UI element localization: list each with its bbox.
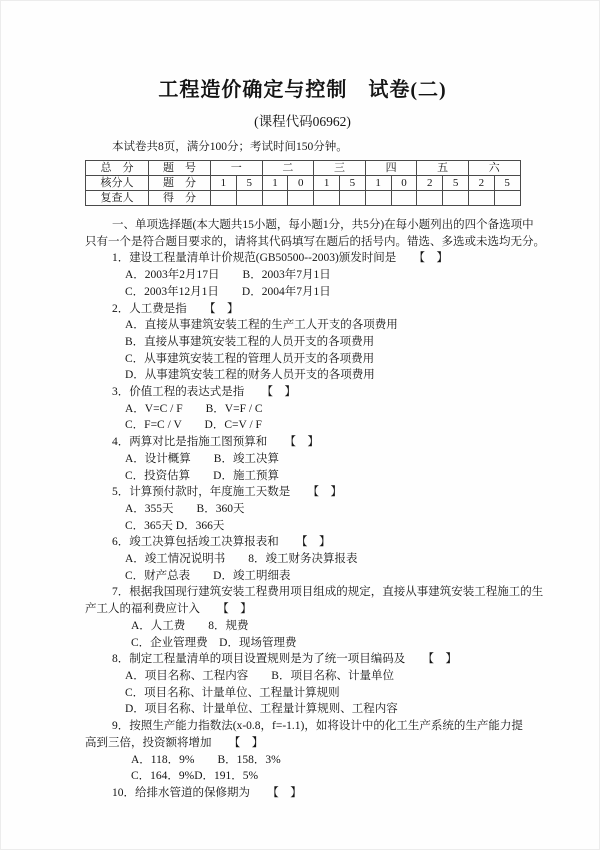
- earned-cell: [443, 191, 469, 206]
- question-options-line: C．365天 D．366天: [125, 519, 225, 532]
- question-options-line: B．直接从事建筑安装工程的人员开支的各项费用: [125, 335, 375, 348]
- earned-cell: [417, 191, 443, 206]
- question-4: [85, 434, 520, 484]
- question-stem: 8．制定工程量清单的项目设置规则是为了统一项目编码及 【 】: [112, 653, 457, 666]
- question-options-line: A．直接从事建筑安装工程的生产工人开支的各项费用: [125, 319, 398, 332]
- section-heading-line: 一、单项选择题(本大题共15小题，每小题1分，共5分)在每小题列出的四个备选项中: [112, 219, 534, 231]
- question-options-line: A．355天 B．360天: [125, 502, 245, 515]
- points-cell: 0: [288, 176, 314, 191]
- question-stem: 4．两算对比是指施工图预算和 【 】: [112, 436, 319, 449]
- col-header-4: 四: [365, 161, 417, 176]
- score-table-header-row: [86, 161, 521, 176]
- score-table: [85, 160, 521, 206]
- question-stem: 1．建设工程量清单计价规范(GB50500--2003)颁发时间是 【 】: [112, 252, 449, 265]
- earned-cell: [288, 191, 314, 206]
- question-options-line: C．164．9%D．191．5%: [131, 770, 259, 783]
- question-8: [85, 651, 520, 718]
- col-header-6: 六: [468, 161, 520, 176]
- question-options-line: A．V=C / F B．V=F / C: [125, 402, 263, 415]
- section-heading: [85, 217, 545, 250]
- question-options-line: D．项目名称、计量单位、工程量计算规则、工程内容: [125, 703, 398, 716]
- question-options-line: C．投资估算 D．施工预算: [125, 469, 279, 482]
- points-cell: 5: [339, 176, 365, 191]
- question-stem: 3．价值工程的表达式是指 【 】: [112, 386, 296, 399]
- points-cell: 2: [468, 176, 494, 191]
- question-number-label: 题 号: [149, 161, 211, 176]
- question-7: [85, 584, 544, 651]
- question-options-line: C．F=C / V D．C=V / F: [125, 419, 262, 432]
- question-2: [85, 301, 520, 385]
- earned-cell: [236, 191, 262, 206]
- question-stem: 10．给排水管道的保修期为 【 】: [112, 786, 302, 799]
- question-options-line: A．项目名称、工程内容 B．项目名称、计量单位: [125, 669, 394, 682]
- points-cell: 5: [236, 176, 262, 191]
- exam-info-line: 本试卷共8页，满分100分；考试时间150分钟。: [112, 141, 348, 153]
- col-header-3: 三: [314, 161, 366, 176]
- col-header-5: 五: [417, 161, 469, 176]
- question-options-line: C．从事建筑安装工程的管理人员开支的各项费用: [125, 352, 375, 365]
- col-header-1: 一: [211, 161, 263, 176]
- earned-label: 得 分: [149, 191, 211, 206]
- question-options-line: C．项目名称、计量单位、工程量计算规则: [125, 686, 340, 699]
- earned-cell: [262, 191, 288, 206]
- points-cell: 1: [314, 176, 340, 191]
- points-cell: 5: [494, 176, 520, 191]
- question-stem: 7．根据我国现行建筑安装工程费用项目组成的规定，直接从事建筑安装工程施工的生: [112, 586, 544, 599]
- question-stem-continuation: 产工人的福利费应计入 【 】: [85, 603, 252, 616]
- points-cell: 1: [262, 176, 288, 191]
- question-5: [85, 484, 520, 534]
- checker-label: 核分人: [86, 176, 149, 191]
- earned-cell: [339, 191, 365, 206]
- question-stem: 2．人工费是指 【 】: [112, 302, 239, 315]
- question-options-line: A．118．9% B．158．3%: [131, 753, 281, 766]
- question-stem: 5．计算预付款时，年度施工天数是 【 】: [112, 486, 342, 499]
- question-options-line: C．企业管理费 D．现场管理费: [131, 636, 297, 649]
- question-options-line: A．竣工情况说明书 8．竣工财务决算报表: [125, 553, 358, 566]
- score-table-earned-row: [86, 191, 521, 206]
- question-options-line: C．财产总表 D．竣工明细表: [125, 569, 291, 582]
- earned-cell: [314, 191, 340, 206]
- earned-cell: [468, 191, 494, 206]
- points-label: 题 分: [149, 176, 211, 191]
- question-10: [85, 785, 520, 802]
- question-1: [85, 250, 520, 300]
- question-options-line: A．设计概算 B．竣工决算: [125, 452, 279, 465]
- points-cell: 1: [365, 176, 391, 191]
- section-heading-line: 只有一个是符合题目要求的，请将其代码填写在题后的括号内。错选、多选或未选均无分。: [85, 235, 545, 248]
- points-cell: 0: [391, 176, 417, 191]
- question-list: [85, 250, 544, 801]
- earned-cell: [391, 191, 417, 206]
- question-options-line: C．2003年12月1日 D．2004年7月1日: [125, 285, 331, 298]
- points-cell: 5: [443, 176, 469, 191]
- earned-cell: [365, 191, 391, 206]
- reviewer-label: 复查人: [86, 191, 149, 206]
- col-header-2: 二: [262, 161, 314, 176]
- question-stem: 6．竣工决算包括竣工决算报表和 【 】: [112, 536, 331, 549]
- question-3: [85, 384, 520, 434]
- earned-cell: [211, 191, 237, 206]
- score-table-points-row: [86, 176, 521, 191]
- question-6: [85, 534, 520, 584]
- question-options-line: D．从事建筑安装工程的财务人员开支的各项费用: [125, 369, 375, 382]
- points-cell: 1: [211, 176, 237, 191]
- question-stem-continuation: 高到三倍，投资额将增加 【 】: [85, 736, 264, 749]
- question-options-line: A．人工费 8．规费: [131, 619, 249, 632]
- points-cell: 2: [417, 176, 443, 191]
- page-title: 工程造价确定与控制 试卷(二): [158, 79, 447, 101]
- total-score-label: 总 分: [86, 161, 149, 176]
- question-options-line: A．2003年2月17日 B．2003年7月1日: [125, 269, 331, 282]
- earned-cell: [494, 191, 520, 206]
- question-stem: 9．按照生产能力指数法(x-0.8，f=-1.1)，如将设计中的化工生产系统的生产能力提: [112, 720, 523, 733]
- question-9: [85, 718, 523, 785]
- course-code: (课程代码06962): [254, 114, 351, 129]
